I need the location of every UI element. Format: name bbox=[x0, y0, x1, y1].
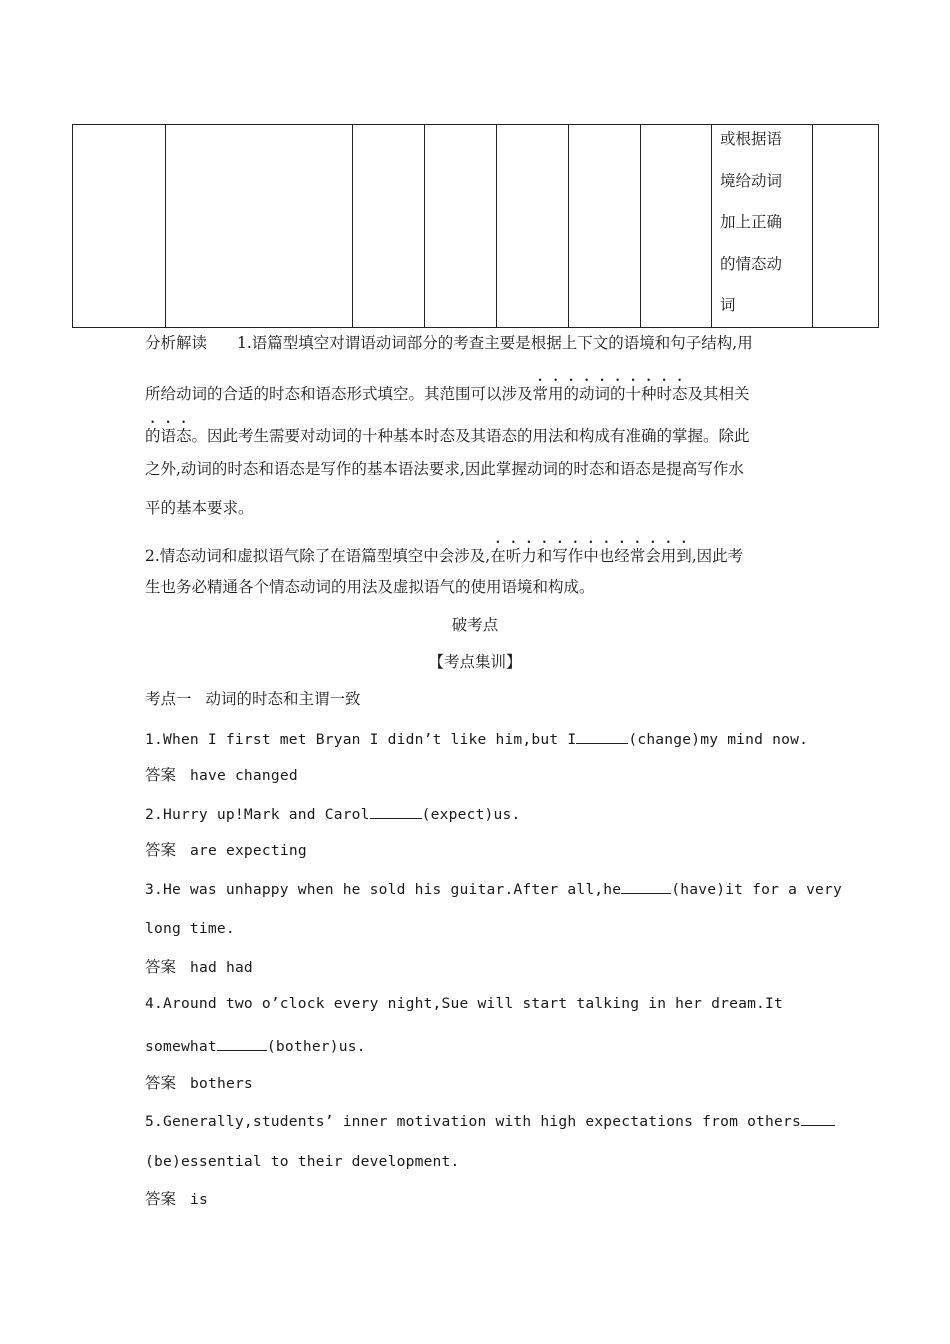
table-cell bbox=[166, 125, 353, 328]
answer-1: 答案 have changed bbox=[145, 766, 298, 784]
analysis-label: 分析解读 bbox=[145, 334, 208, 352]
question-2: 2.Hurry up!Mark and Carol (expect)us. bbox=[145, 803, 521, 825]
table-cell bbox=[813, 125, 879, 328]
table-cell bbox=[353, 125, 425, 328]
table-cell bbox=[569, 125, 641, 328]
answer-blank bbox=[801, 1110, 835, 1126]
answer-blank bbox=[370, 803, 422, 819]
answer-4: 答案 bothers bbox=[145, 1074, 253, 1092]
question-3-continued: long time. bbox=[145, 920, 235, 937]
answer-2: 答案 are expecting bbox=[145, 841, 307, 859]
content-table-fragment bbox=[72, 124, 879, 328]
answer-blank bbox=[217, 1035, 267, 1051]
analysis-line-6: 2.情态动词和虚拟语气除了在语篇型填空中会涉及,在听力和写作中也经常会用到,因此考 bbox=[145, 547, 744, 565]
table-cell bbox=[425, 125, 497, 328]
topic-heading: 考点一 动词的时态和主谓一致 bbox=[145, 690, 361, 708]
cell-line: 的情态动 bbox=[720, 254, 783, 273]
question-1: 1.When I first met Bryan I didn’t like him,but I (change)my mind now. bbox=[145, 728, 808, 750]
question-4: 4.Around two o’clock every night,Sue will start talking in her dream.It bbox=[145, 995, 784, 1012]
analysis-line-7: 生也务必精通各个情态动词的用法及虚拟语气的使用语境和构成。 bbox=[145, 578, 595, 596]
cell-line: 境给动词 bbox=[720, 171, 783, 190]
question-5: 5.Generally,students’ inner motivation with high expectations from others bbox=[145, 1110, 835, 1132]
section-title: 破考点 bbox=[451, 616, 499, 634]
emphasis-text: 的语态 bbox=[145, 427, 192, 445]
answer-blank bbox=[621, 878, 671, 894]
analysis-line-2: 所给动词的合适的时态和语态形式填空。其范围可以涉及常用的动词的十种时态及其相关 bbox=[145, 385, 750, 403]
analysis-line-1: 分析解读 1.语篇型填空对谓语动词部分的考查主要是根据上下文的语境和句子结构,用 bbox=[145, 334, 753, 352]
emphasis-text: 在听力和写作中也经常会用到 bbox=[490, 547, 692, 565]
table-cell bbox=[497, 125, 569, 328]
analysis-line-5: 平的基本要求。 bbox=[145, 499, 254, 517]
analysis-line-4: 之外,动词的时态和语态是写作的基本语法要求,因此掌握动词的时态和语态是提高写作水 bbox=[145, 460, 744, 478]
analysis-line-3: 的语态。因此考生需要对动词的十种基本时态及其语态的用法和构成有准确的掌握。除此 bbox=[145, 427, 750, 445]
question-4-continued: somewhat (bother)us. bbox=[145, 1035, 366, 1057]
table-cell bbox=[641, 125, 712, 328]
question-3: 3.He was unhappy when he sold his guitar.After all,he (have)it for a very bbox=[145, 878, 842, 900]
answer-blank bbox=[576, 728, 628, 744]
cell-line: 或根据语 bbox=[720, 130, 783, 148]
table-cell bbox=[73, 125, 166, 328]
emphasis-text: 常用的动词的十种时态 bbox=[532, 385, 688, 403]
question-5-continued: (be)essential to their development. bbox=[145, 1153, 460, 1170]
answer-5: 答案 is bbox=[145, 1190, 208, 1208]
table-cell-requirement bbox=[712, 125, 813, 328]
section-subtitle: 【考点集训】 bbox=[428, 653, 522, 671]
answer-3: 答案 had had bbox=[145, 958, 253, 976]
cell-line: 加上正确 bbox=[720, 213, 783, 231]
cell-line: 词 bbox=[720, 296, 736, 314]
